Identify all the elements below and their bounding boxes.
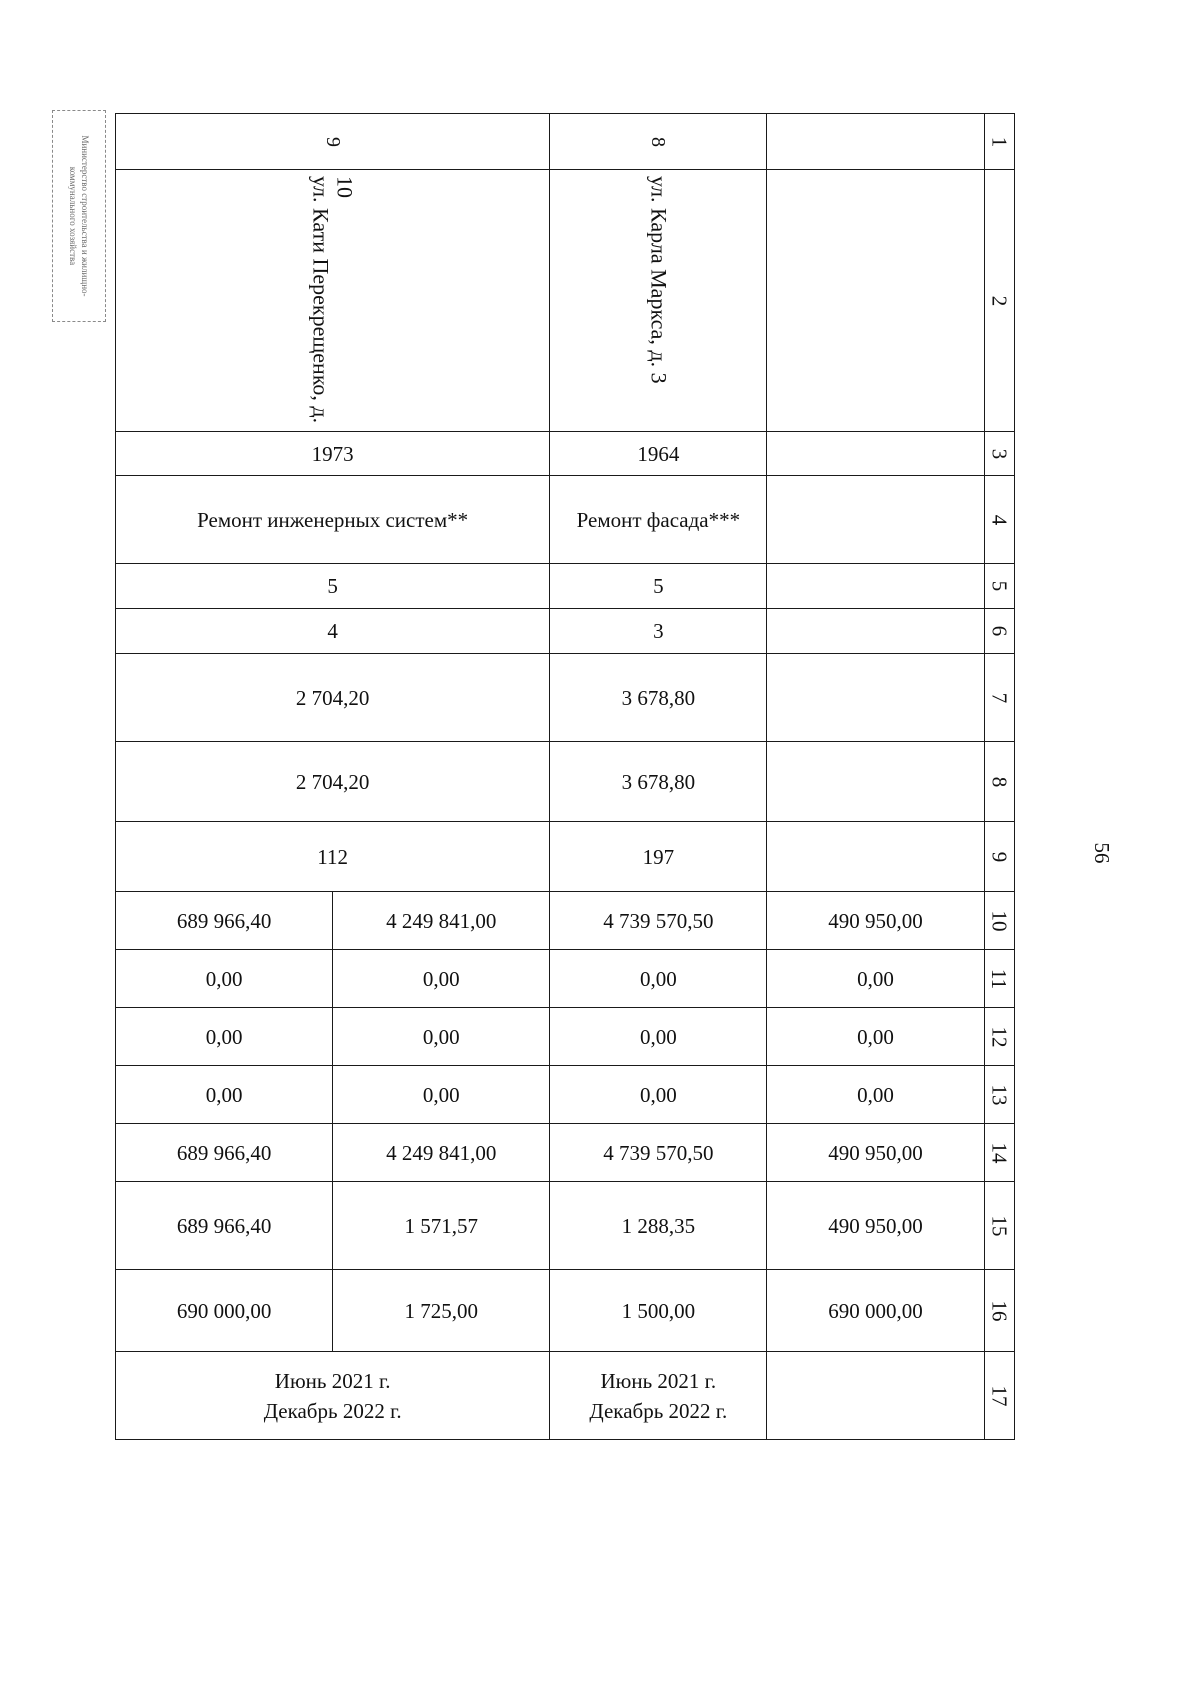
column-number: 8 [987,776,1012,787]
column-number-cell [984,170,1014,432]
fund-regional-cell: 0,00 [116,1008,333,1066]
table-row [116,476,1015,564]
address-cell [550,170,767,432]
floors-cell: 5 [550,564,767,609]
fund-federal-cell: 0,00 [550,950,767,1008]
column-number-cell [984,476,1014,564]
fund-local-cell: 0,00 [333,1066,550,1124]
column-number: 12 [987,1026,1012,1047]
column-number-cell [984,1008,1014,1066]
column-number: 15 [987,1215,1012,1236]
residents-cell: 197 [550,822,767,892]
column-number: 17 [987,1385,1012,1406]
housing-repair-table [115,113,1015,1440]
fund-local-cell: 0,00 [116,1066,333,1124]
column-number-cell [984,564,1014,609]
period-start: Июнь 2021 г. [274,1368,391,1393]
total-area-cell: 2 704,20 [116,654,550,742]
column-number-cell [984,742,1014,822]
column-number-cell [984,1182,1014,1270]
empty-cell [767,609,984,654]
fund-owners-cell: 4 249 841,00 [333,1124,550,1182]
object-index-cell [550,114,767,170]
empty-cell [767,1352,984,1440]
object-index: 8 [647,137,670,147]
table-row [116,892,1015,950]
unit-cost-cell: 490 950,00 [767,1182,984,1270]
address-cell [116,170,550,432]
column-number-cell [984,432,1014,476]
column-number-cell [984,892,1014,950]
column-number: 14 [987,1142,1012,1163]
cost-total-cell: 4 739 570,50 [550,892,767,950]
cost-total-cell: 4 249 841,00 [333,892,550,950]
max-unit-cost-cell: 1 500,00 [550,1270,767,1352]
fund-regional-cell: 0,00 [550,1008,767,1066]
period-end: Декабрь 2022 г. [263,1398,402,1423]
entrances-cell: 4 [116,609,550,654]
fund-owners-cell: 689 966,40 [116,1124,333,1182]
total-area-cell: 3 678,80 [550,654,767,742]
column-number: 3 [987,448,1012,459]
year-cell: 1973 [116,432,550,476]
table-row [116,1182,1015,1270]
table-row [116,1066,1015,1124]
column-number-cell [984,1352,1014,1440]
address-line1: ул. Кати Перекрещенко, д. [308,176,334,424]
empty-cell [767,742,984,822]
fund-federal-cell: 0,00 [333,950,550,1008]
column-number-cell [984,1066,1014,1124]
object-index: 9 [321,137,344,147]
table-row [116,1270,1015,1352]
entrances-cell: 3 [550,609,767,654]
max-unit-cost-cell: 690 000,00 [116,1270,333,1352]
table-row [116,742,1015,822]
stamp-text: Министерство строительства и жилищно-коммунального хозяйства [68,135,90,297]
column-number-cell [984,609,1014,654]
empty-cell [767,654,984,742]
fund-federal-cell: 0,00 [767,950,984,1008]
empty-cell [767,564,984,609]
fund-local-cell: 0,00 [550,1066,767,1124]
page-number: 56 [1090,842,1115,864]
max-unit-cost-cell: 690 000,00 [767,1270,984,1352]
column-number-cell [984,1124,1014,1182]
address: ул. Карла Маркса, д. 3 [646,176,672,384]
fund-local-cell: 0,00 [767,1066,984,1124]
living-area-cell: 3 678,80 [550,742,767,822]
column-number-cell [984,1270,1014,1352]
year-cell: 1964 [550,432,767,476]
work-type-cell: Ремонт фасада*** [550,476,767,564]
address-line2: 10 [332,176,358,198]
residents-cell: 112 [116,822,550,892]
table-row [116,822,1015,892]
unit-cost-cell: 1 571,57 [333,1182,550,1270]
table-row [116,950,1015,1008]
fund-owners-cell: 490 950,00 [767,1124,984,1182]
table-row [116,1352,1015,1440]
period-start: Июнь 2021 г. [600,1368,717,1393]
column-number: 11 [987,968,1012,989]
living-area-cell: 2 704,20 [116,742,550,822]
empty-cell [767,476,984,564]
fund-regional-cell: 0,00 [767,1008,984,1066]
object-index-cell [116,114,550,170]
period-cell [116,1352,550,1440]
unit-cost-cell: 1 288,35 [550,1182,767,1270]
column-number: 5 [987,580,1012,592]
column-number-cell [984,822,1014,892]
column-number: 1 [987,136,1012,147]
column-number: 9 [987,851,1012,862]
column-number: 6 [987,625,1012,637]
column-number-cell [984,950,1014,1008]
empty-cell [767,822,984,892]
table-row [116,1008,1015,1066]
table-row [116,654,1015,742]
cost-total-cell: 689 966,40 [116,892,333,950]
table-row [116,432,1015,476]
column-number: 16 [987,1300,1012,1321]
column-number-cell [984,114,1014,170]
empty-cell [767,114,984,170]
unit-cost-cell: 689 966,40 [116,1182,333,1270]
table-row [116,114,1015,170]
empty-cell [767,432,984,476]
column-number: 2 [987,295,1012,306]
approval-stamp [52,110,106,322]
table-row [116,564,1015,609]
column-number: 7 [987,692,1012,703]
period-cell [550,1352,767,1440]
column-number-cell [984,654,1014,742]
period-end: Декабрь 2022 г. [589,1398,728,1423]
table-row [116,609,1015,654]
empty-cell [767,170,984,432]
work-type-cell: Ремонт инженерных систем** [116,476,550,564]
max-unit-cost-cell: 1 725,00 [333,1270,550,1352]
table-row [116,170,1015,432]
fund-owners-cell: 4 739 570,50 [550,1124,767,1182]
floors-cell: 5 [116,564,550,609]
fund-federal-cell: 0,00 [116,950,333,1008]
cost-total-cell: 490 950,00 [767,892,984,950]
column-number: 13 [987,1084,1012,1105]
fund-regional-cell: 0,00 [333,1008,550,1066]
table-row [116,1124,1015,1182]
column-number: 4 [987,514,1012,525]
column-number: 10 [987,910,1012,931]
